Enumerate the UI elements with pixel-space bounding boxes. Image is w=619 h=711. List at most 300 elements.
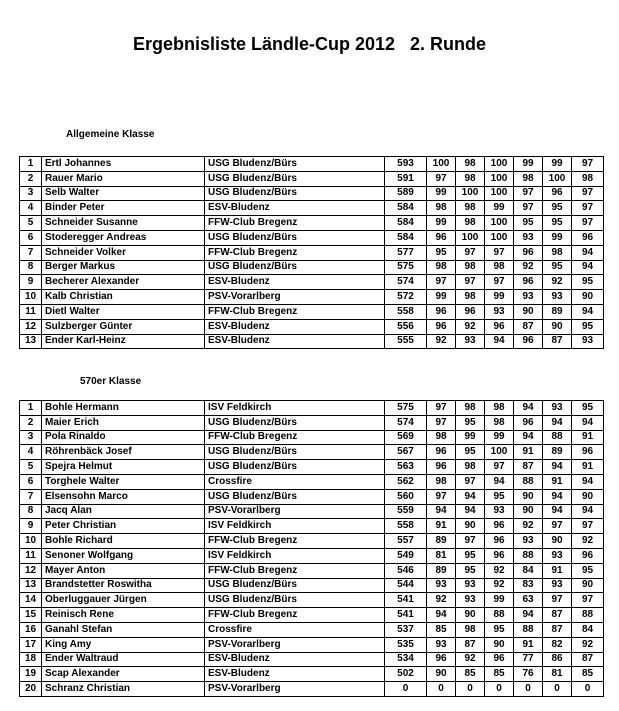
score-cell: 93 [543,548,572,563]
name-cell: Senoner Wolfgang [42,548,205,563]
score-cell: 99 [485,430,514,445]
score-cell: 92 [514,519,543,534]
club-cell: PSV-Vorarlberg [205,637,385,652]
club-cell: Crossfire [205,474,385,489]
score-cell: 88 [514,474,543,489]
score-cell: 63 [514,593,543,608]
total-cell: 502 [385,667,427,682]
score-cell: 81 [543,667,572,682]
score-cell: 94 [485,474,514,489]
table-row [20,682,604,697]
rank-cell: 12 [20,319,42,334]
total-cell: 549 [385,548,427,563]
score-cell: 90 [572,290,604,305]
score-cell: 98 [456,622,485,637]
score-cell: 83 [514,578,543,593]
score-cell: 82 [543,637,572,652]
score-cell: 92 [514,260,543,275]
score-cell: 88 [514,622,543,637]
score-cell: 93 [485,504,514,519]
club-cell: PSV-Vorarlberg [205,682,385,697]
total-cell: 541 [385,593,427,608]
score-cell: 91 [427,519,456,534]
club-cell: FFW-Club Bregenz [205,534,385,549]
score-cell: 93 [456,593,485,608]
name-cell: Ertl Johannes [42,157,205,172]
score-cell: 98 [427,474,456,489]
score-cell: 98 [456,171,485,186]
total-cell: 575 [385,260,427,275]
rank-cell: 9 [20,519,42,534]
table-row [20,474,604,489]
rank-cell: 9 [20,275,42,290]
name-cell: Rauer Mario [42,171,205,186]
score-cell: 94 [427,608,456,623]
table-row [20,275,604,290]
rank-cell: 14 [20,593,42,608]
score-cell: 99 [427,216,456,231]
score-cell: 100 [456,230,485,245]
score-cell: 97 [572,186,604,201]
score-cell: 98 [456,401,485,416]
score-cell: 94 [543,460,572,475]
score-cell: 0 [543,682,572,697]
score-cell: 99 [485,201,514,216]
table-row [20,157,604,172]
total-cell: 562 [385,474,427,489]
table-row [20,415,604,430]
rank-cell: 2 [20,415,42,430]
table-row [20,216,604,231]
total-cell: 574 [385,415,427,430]
score-cell: 84 [572,622,604,637]
name-cell: Berger Markus [42,260,205,275]
score-cell: 98 [456,460,485,475]
rank-cell: 4 [20,201,42,216]
name-cell: Peter Christian [42,519,205,534]
score-cell: 96 [514,275,543,290]
name-cell: Ender Karl-Heinz [42,334,205,349]
score-cell: 92 [572,534,604,549]
score-cell: 92 [427,593,456,608]
name-cell: Scap Alexander [42,667,205,682]
rank-cell: 8 [20,260,42,275]
name-cell: Torghele Walter [42,474,205,489]
name-cell: Schneider Susanne [42,216,205,231]
score-cell: 94 [572,504,604,519]
score-cell: 91 [572,460,604,475]
total-cell: 593 [385,157,427,172]
score-cell: 93 [514,290,543,305]
total-cell: 546 [385,563,427,578]
club-cell: USG Bludenz/Bürs [205,157,385,172]
score-cell: 96 [485,652,514,667]
club-cell: FFW-Club Bregenz [205,216,385,231]
score-cell: 96 [572,445,604,460]
score-cell: 96 [485,519,514,534]
total-cell: 567 [385,445,427,460]
total-cell: 584 [385,216,427,231]
rank-cell: 19 [20,667,42,682]
score-cell: 97 [456,474,485,489]
club-cell: USG Bludenz/Bürs [205,260,385,275]
score-cell: 88 [543,430,572,445]
score-cell: 89 [543,445,572,460]
score-cell: 91 [572,430,604,445]
score-cell: 94 [543,489,572,504]
score-cell: 100 [485,186,514,201]
score-cell: 97 [572,157,604,172]
name-cell: Brandstetter Roswitha [42,578,205,593]
score-cell: 90 [543,319,572,334]
score-cell: 97 [572,519,604,534]
rank-cell: 13 [20,578,42,593]
table-row [20,504,604,519]
rank-cell: 15 [20,608,42,623]
score-cell: 95 [514,216,543,231]
score-cell: 94 [572,415,604,430]
score-cell: 96 [427,460,456,475]
score-cell: 99 [543,230,572,245]
score-cell: 99 [456,430,485,445]
score-cell: 93 [543,290,572,305]
rank-cell: 8 [20,504,42,519]
score-cell: 96 [543,186,572,201]
score-cell: 95 [427,245,456,260]
score-cell: 97 [485,460,514,475]
score-cell: 94 [514,608,543,623]
score-cell: 93 [543,578,572,593]
score-cell: 93 [514,534,543,549]
total-cell: 563 [385,460,427,475]
club-cell: PSV-Vorarlberg [205,290,385,305]
score-cell: 100 [543,171,572,186]
club-cell: FFW-Club Bregenz [205,245,385,260]
score-cell: 87 [572,652,604,667]
score-cell: 89 [427,563,456,578]
score-cell: 98 [572,171,604,186]
score-cell: 91 [543,474,572,489]
score-cell: 97 [543,519,572,534]
score-cell: 98 [456,157,485,172]
score-cell: 99 [514,157,543,172]
score-cell: 88 [572,608,604,623]
score-cell: 95 [456,563,485,578]
score-cell: 88 [485,608,514,623]
score-cell: 97 [456,534,485,549]
name-cell: Stoderegger Andreas [42,230,205,245]
club-cell: USG Bludenz/Bürs [205,578,385,593]
score-cell: 97 [514,201,543,216]
table-row [20,445,604,460]
score-cell: 87 [543,608,572,623]
score-cell: 97 [427,275,456,290]
score-cell: 91 [514,637,543,652]
score-cell: 93 [514,230,543,245]
score-cell: 0 [456,682,485,697]
total-cell: 534 [385,652,427,667]
score-cell: 76 [514,667,543,682]
club-cell: USG Bludenz/Bürs [205,593,385,608]
score-cell: 94 [572,260,604,275]
club-cell: FFW-Club Bregenz [205,304,385,319]
score-cell: 90 [514,489,543,504]
name-cell: Mayer Anton [42,563,205,578]
score-cell: 92 [456,319,485,334]
table-row [20,245,604,260]
page-title: Ergebnisliste Ländle-Cup 2012 2. Runde [132,34,487,54]
score-cell: 97 [485,245,514,260]
club-cell: ESV-Bludenz [205,319,385,334]
score-cell: 87 [514,319,543,334]
score-cell: 92 [485,563,514,578]
total-cell: 559 [385,504,427,519]
club-cell: USG Bludenz/Bürs [205,415,385,430]
score-cell: 92 [456,652,485,667]
score-cell: 95 [456,548,485,563]
score-cell: 96 [514,245,543,260]
score-cell: 99 [427,186,456,201]
rank-cell: 6 [20,230,42,245]
score-cell: 94 [427,504,456,519]
score-cell: 92 [427,334,456,349]
score-cell: 94 [572,474,604,489]
total-cell: 558 [385,519,427,534]
rank-cell: 11 [20,548,42,563]
score-cell: 96 [456,304,485,319]
total-cell: 544 [385,578,427,593]
score-cell: 96 [427,319,456,334]
score-cell: 0 [485,682,514,697]
name-cell: Schranz Christian [42,682,205,697]
score-cell: 100 [427,157,456,172]
score-cell: 97 [572,216,604,231]
score-cell: 92 [485,578,514,593]
name-cell: Bohle Richard [42,534,205,549]
score-cell: 98 [427,430,456,445]
score-cell: 93 [427,578,456,593]
total-cell: 555 [385,334,427,349]
club-cell: USG Bludenz/Bürs [205,445,385,460]
rank-cell: 16 [20,622,42,637]
score-cell: 96 [427,652,456,667]
score-cell: 98 [456,216,485,231]
total-cell: 591 [385,171,427,186]
score-cell: 85 [427,622,456,637]
score-cell: 91 [514,445,543,460]
score-cell: 93 [456,334,485,349]
name-cell: Oberluggauer Jürgen [42,593,205,608]
name-cell: Maier Erich [42,415,205,430]
name-cell: Ender Waltraud [42,652,205,667]
table-row [20,401,604,416]
score-cell: 96 [427,304,456,319]
score-cell: 87 [514,460,543,475]
total-cell: 584 [385,230,427,245]
score-cell: 90 [485,637,514,652]
score-cell: 98 [427,201,456,216]
table-row [20,201,604,216]
total-cell: 0 [385,682,427,697]
rank-cell: 20 [20,682,42,697]
score-cell: 99 [543,157,572,172]
score-cell: 97 [456,245,485,260]
name-cell: Schneider Volker [42,245,205,260]
rank-cell: 13 [20,334,42,349]
score-cell: 97 [427,489,456,504]
score-cell: 95 [485,622,514,637]
score-cell: 93 [485,304,514,319]
rank-cell: 4 [20,445,42,460]
score-cell: 90 [456,519,485,534]
score-cell: 100 [485,157,514,172]
score-cell: 100 [485,216,514,231]
total-cell: 572 [385,290,427,305]
table-row [20,548,604,563]
score-cell: 90 [456,608,485,623]
name-cell: Bohle Hermann [42,401,205,416]
name-cell: Elsensohn Marco [42,489,205,504]
score-cell: 98 [485,415,514,430]
score-cell: 89 [427,534,456,549]
total-cell: 575 [385,401,427,416]
score-cell: 96 [572,230,604,245]
score-cell: 96 [427,230,456,245]
score-cell: 95 [572,401,604,416]
name-cell: Reinisch Rene [42,608,205,623]
score-cell: 86 [543,652,572,667]
table-row [20,334,604,349]
score-cell: 90 [427,667,456,682]
score-cell: 100 [485,171,514,186]
score-cell: 0 [427,682,456,697]
name-cell: Kalb Christian [42,290,205,305]
table-row [20,519,604,534]
score-cell: 88 [514,548,543,563]
score-cell: 98 [543,245,572,260]
score-cell: 92 [572,637,604,652]
score-cell: 96 [514,415,543,430]
score-cell: 92 [543,275,572,290]
club-cell: ISV Feldkirch [205,548,385,563]
score-cell: 99 [485,593,514,608]
total-cell: 577 [385,245,427,260]
table-row [20,230,604,245]
score-cell: 0 [572,682,604,697]
total-cell: 584 [385,201,427,216]
total-cell: 558 [385,304,427,319]
score-cell: 97 [572,201,604,216]
rank-cell: 1 [20,157,42,172]
score-cell: 98 [456,260,485,275]
score-cell: 85 [572,667,604,682]
score-cell: 97 [456,275,485,290]
club-cell: USG Bludenz/Bürs [205,230,385,245]
score-cell: 97 [485,275,514,290]
score-cell: 87 [543,622,572,637]
score-cell: 100 [485,445,514,460]
score-cell: 97 [427,401,456,416]
score-cell: 95 [456,445,485,460]
table-row [20,622,604,637]
total-cell: 537 [385,622,427,637]
score-cell: 81 [427,548,456,563]
score-cell: 77 [514,652,543,667]
rank-cell: 5 [20,460,42,475]
total-cell: 541 [385,608,427,623]
total-cell: 560 [385,489,427,504]
table-row [20,593,604,608]
table-row [20,260,604,275]
score-cell: 87 [456,637,485,652]
score-cell: 96 [485,548,514,563]
section-label-allgemeine: Allgemeine Klasse [66,129,155,140]
rank-cell: 6 [20,474,42,489]
total-cell: 557 [385,534,427,549]
rank-cell: 10 [20,290,42,305]
name-cell: Röhrenbäck Josef [42,445,205,460]
rank-cell: 3 [20,430,42,445]
score-cell: 100 [456,186,485,201]
table-row [20,460,604,475]
section-label-570er: 570er Klasse [80,376,142,387]
score-cell: 98 [514,171,543,186]
score-cell: 95 [543,260,572,275]
name-cell: Spejra Helmut [42,460,205,475]
name-cell: Selb Walter [42,186,205,201]
score-cell: 100 [485,230,514,245]
score-cell: 93 [572,334,604,349]
score-cell: 96 [514,334,543,349]
score-cell: 91 [543,563,572,578]
club-cell: FFW-Club Bregenz [205,430,385,445]
score-cell: 94 [543,504,572,519]
club-cell: ISV Feldkirch [205,519,385,534]
total-cell: 569 [385,430,427,445]
club-cell: ESV-Bludenz [205,334,385,349]
club-cell: ESV-Bludenz [205,275,385,290]
score-cell: 94 [514,401,543,416]
score-cell: 98 [456,290,485,305]
score-cell: 94 [485,334,514,349]
club-cell: USG Bludenz/Bürs [205,489,385,504]
rank-cell: 7 [20,489,42,504]
club-cell: Crossfire [205,622,385,637]
score-cell: 96 [485,319,514,334]
score-cell: 94 [572,245,604,260]
table-row [20,290,604,305]
table-row [20,652,604,667]
name-cell: Pola Rinaldo [42,430,205,445]
rank-cell: 12 [20,563,42,578]
table-row [20,534,604,549]
score-cell: 95 [485,489,514,504]
table-row [20,489,604,504]
club-cell: ISV Feldkirch [205,401,385,416]
table-row [20,186,604,201]
total-cell: 535 [385,637,427,652]
score-cell: 94 [514,430,543,445]
score-cell: 95 [543,216,572,231]
score-cell: 94 [543,415,572,430]
score-cell: 95 [572,275,604,290]
score-cell: 99 [427,290,456,305]
rank-cell: 10 [20,534,42,549]
score-cell: 98 [485,401,514,416]
score-cell: 90 [572,489,604,504]
score-cell: 96 [427,445,456,460]
score-cell: 97 [514,186,543,201]
